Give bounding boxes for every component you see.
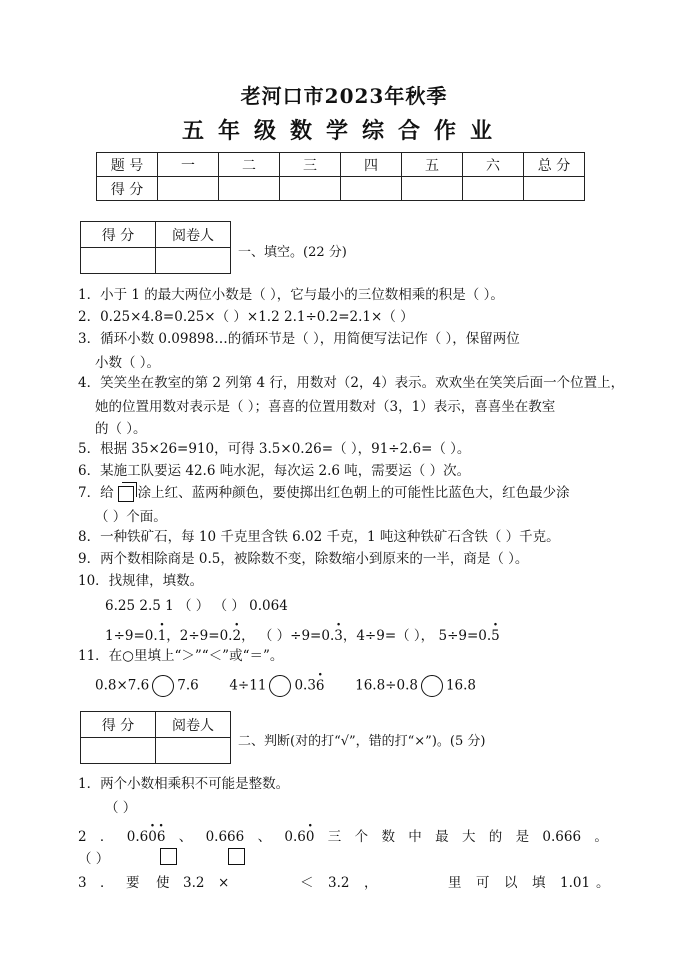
question-9: 9．两个数相除商是 0.5，被除数不变，除数缩小到原来的一半，商是（ ）。 xyxy=(78,551,529,567)
question-4-line3: 的（ ）。 xyxy=(95,421,147,437)
score-table-header-row xyxy=(97,153,585,177)
question-8: 8．一种铁矿石，每 10 千克里含铁 6.02 千克，1 吨这种铁矿石含铁（ ）千克。 xyxy=(78,529,560,545)
grader-name-label: 阅卷人 xyxy=(156,712,231,738)
q-text: 的 xyxy=(488,829,503,845)
number-060 xyxy=(284,827,314,847)
grader-name-blank[interactable] xyxy=(156,248,231,274)
repeating-digit: · 6 xyxy=(316,678,325,694)
score-blank[interactable] xyxy=(402,177,463,201)
compare-left: 16.8÷0.8 xyxy=(355,677,418,694)
q-text: 1.01 xyxy=(560,875,591,891)
q-text: 3.2 xyxy=(328,875,350,891)
q-text: ． xyxy=(99,829,114,845)
score-blank[interactable] xyxy=(341,177,402,201)
grader-name-blank[interactable] xyxy=(156,738,231,764)
q-text: 、 xyxy=(178,829,193,845)
score-blank[interactable] xyxy=(524,177,585,201)
number-0606 xyxy=(127,827,166,847)
score-row-label: 得 分 xyxy=(97,177,158,201)
q-text: 大 xyxy=(461,829,476,845)
repeating-digit: · 0 xyxy=(306,827,315,847)
q-text: 0.6 xyxy=(126,829,149,845)
q-text: × xyxy=(218,875,230,891)
question-11-comparisons xyxy=(95,675,476,697)
grader-score-blank[interactable] xyxy=(81,738,156,764)
question-10-sequence: 6.25 2.5 1 （ ） （ ） 0.064 xyxy=(105,598,288,614)
q-text: 2 xyxy=(78,829,87,845)
section2-heading: 二、判断(对的打“√”，错的打“×”)。(5 分) xyxy=(238,734,486,749)
question-7-line2: （ ）个面。 xyxy=(95,509,167,525)
q-text: 里 xyxy=(448,875,462,891)
grader-score-label: 得 分 xyxy=(81,222,156,248)
score-cell: 二 xyxy=(219,153,280,177)
division-text: ， （ ）÷9=0. xyxy=(241,628,335,644)
grader-name-label: 阅卷人 xyxy=(156,222,231,248)
q-text: ， xyxy=(364,875,378,891)
compare-right: 0.3 xyxy=(294,677,316,694)
score-blank[interactable] xyxy=(158,177,219,201)
question-5: 5．根据 35×26=910，可得 3.5×0.26=（ ），91÷2.6=（ ）。 xyxy=(78,441,471,457)
score-cell: 六 xyxy=(463,153,524,177)
grader-box-section1 xyxy=(80,221,231,274)
q-text: 个 xyxy=(354,829,369,845)
q-text: 。 xyxy=(594,829,608,845)
score-blank[interactable] xyxy=(280,177,341,201)
compare-circle[interactable] xyxy=(152,675,174,697)
repeating-digit: · 0 xyxy=(148,827,157,847)
q-text: ＜ xyxy=(300,875,314,891)
judge-answer-2[interactable]: （ ） xyxy=(78,851,110,867)
score-blank[interactable] xyxy=(463,177,524,201)
repeating-digit: · 2 xyxy=(232,628,241,644)
repeating-digit: · 5 xyxy=(491,628,500,644)
compare-right: 16.8 xyxy=(445,677,477,694)
question-10: 10．找规律，填数。 xyxy=(78,573,204,589)
document-subtitle: 五年级数学综合作业 xyxy=(181,118,506,144)
blank-square-icon xyxy=(228,848,245,865)
q-text: 0.6 xyxy=(284,829,306,845)
judge-question-2 xyxy=(78,827,608,847)
compare-left: 4÷11 xyxy=(229,677,267,694)
compare-circle[interactable] xyxy=(269,675,291,697)
q-text: 中 xyxy=(408,829,422,845)
q-text: 0.666 xyxy=(542,829,582,845)
q-text: 数 xyxy=(381,829,395,845)
q-text: 使 xyxy=(156,875,170,891)
question-7-line1 xyxy=(78,483,570,503)
compare-right: 7.6 xyxy=(177,677,199,694)
repeating-digit: · 6 xyxy=(157,827,166,847)
question-4-line2: 她的位置用数对表示是（ ）；喜喜的位置用数对（3，1）表示，喜喜坐在教室 xyxy=(95,399,556,415)
q-text: 3.2 xyxy=(183,875,205,891)
q-text: 0.666 xyxy=(205,829,245,845)
q-text: 、 xyxy=(257,829,272,845)
grader-box-section2 xyxy=(80,711,231,764)
blank-square-icon xyxy=(160,848,177,865)
q-text: 最 xyxy=(435,829,449,845)
question-2: 2．0.25×4.8=0.25×（ ）×1.2 2.1÷0.2=2.1×（ ） xyxy=(78,309,414,325)
question-7-text: 涂上红、蓝两种颜色，要使掷出红色朝上的可能性比蓝色大，红色最少涂 xyxy=(137,485,570,501)
compare-circle[interactable] xyxy=(421,675,443,697)
q-text: 3 xyxy=(78,875,87,891)
repeating-digit: · 1 xyxy=(158,628,167,644)
q-text: 要 xyxy=(126,875,140,891)
question-4-line1: 4．笑笑坐在教室的第 2 列第 4 行，用数对（2，4）表示。欢欢坐在笑笑后面一个位置上， xyxy=(78,375,625,391)
judge-question-1: 1．两个小数相乘积不可能是整数。 xyxy=(78,776,290,792)
cube-icon xyxy=(118,486,134,502)
score-cell: 一 xyxy=(158,153,219,177)
judge-answer-1[interactable]: （ ） xyxy=(105,800,137,816)
grader-score-label: 得 分 xyxy=(81,712,156,738)
question-1: 1．小于 1 的最大两位小数是（ ），它与最小的三位数相乘的积是（ ）。 xyxy=(78,287,504,303)
score-cell: 四 xyxy=(341,153,402,177)
score-table xyxy=(96,152,585,201)
question-11: 11．在○里填上“＞”“＜”或“＝”。 xyxy=(78,648,284,664)
score-cell: 总 分 xyxy=(524,153,585,177)
compare-left: 0.8×7.6 xyxy=(95,677,150,694)
division-text: ，2÷9=0. xyxy=(166,628,233,644)
question-7-prefix: 7．给 xyxy=(78,485,114,501)
score-cell: 三 xyxy=(280,153,341,177)
score-cell: 五 xyxy=(402,153,463,177)
score-blank[interactable] xyxy=(219,177,280,201)
question-3-line1: 3．循环小数 0.09898…的循环节是（ ），用简便写法记作（ ），保留两位 xyxy=(78,331,520,347)
repeating-digit: · 3 xyxy=(334,628,343,644)
division-text: ，4÷9=（ ）， 5÷9=0. xyxy=(342,628,492,644)
q-text: ． xyxy=(100,875,114,891)
q-text: 是 xyxy=(515,829,530,845)
q-text: 以 xyxy=(504,875,518,891)
grader-score-blank[interactable] xyxy=(81,248,156,274)
question-3-line2: 小数（ ）。 xyxy=(95,355,161,371)
score-cell: 题 号 xyxy=(97,153,158,177)
document-title: 老河口市2023年秋季 xyxy=(240,84,448,108)
q-text: 三 xyxy=(327,829,342,845)
q-text: 可 xyxy=(476,875,490,891)
division-text: 1÷9=0. xyxy=(105,628,158,644)
section1-heading: 一、填空。(22 分) xyxy=(238,245,347,260)
question-10-division xyxy=(105,624,500,644)
q-text: 。 xyxy=(596,875,610,891)
score-table-score-row xyxy=(97,177,585,201)
question-6: 6．某施工队要运 42.6 吨水泥，每次运 2.6 吨，需要运（ ）次。 xyxy=(78,463,471,479)
q-text: 填 xyxy=(532,875,546,891)
